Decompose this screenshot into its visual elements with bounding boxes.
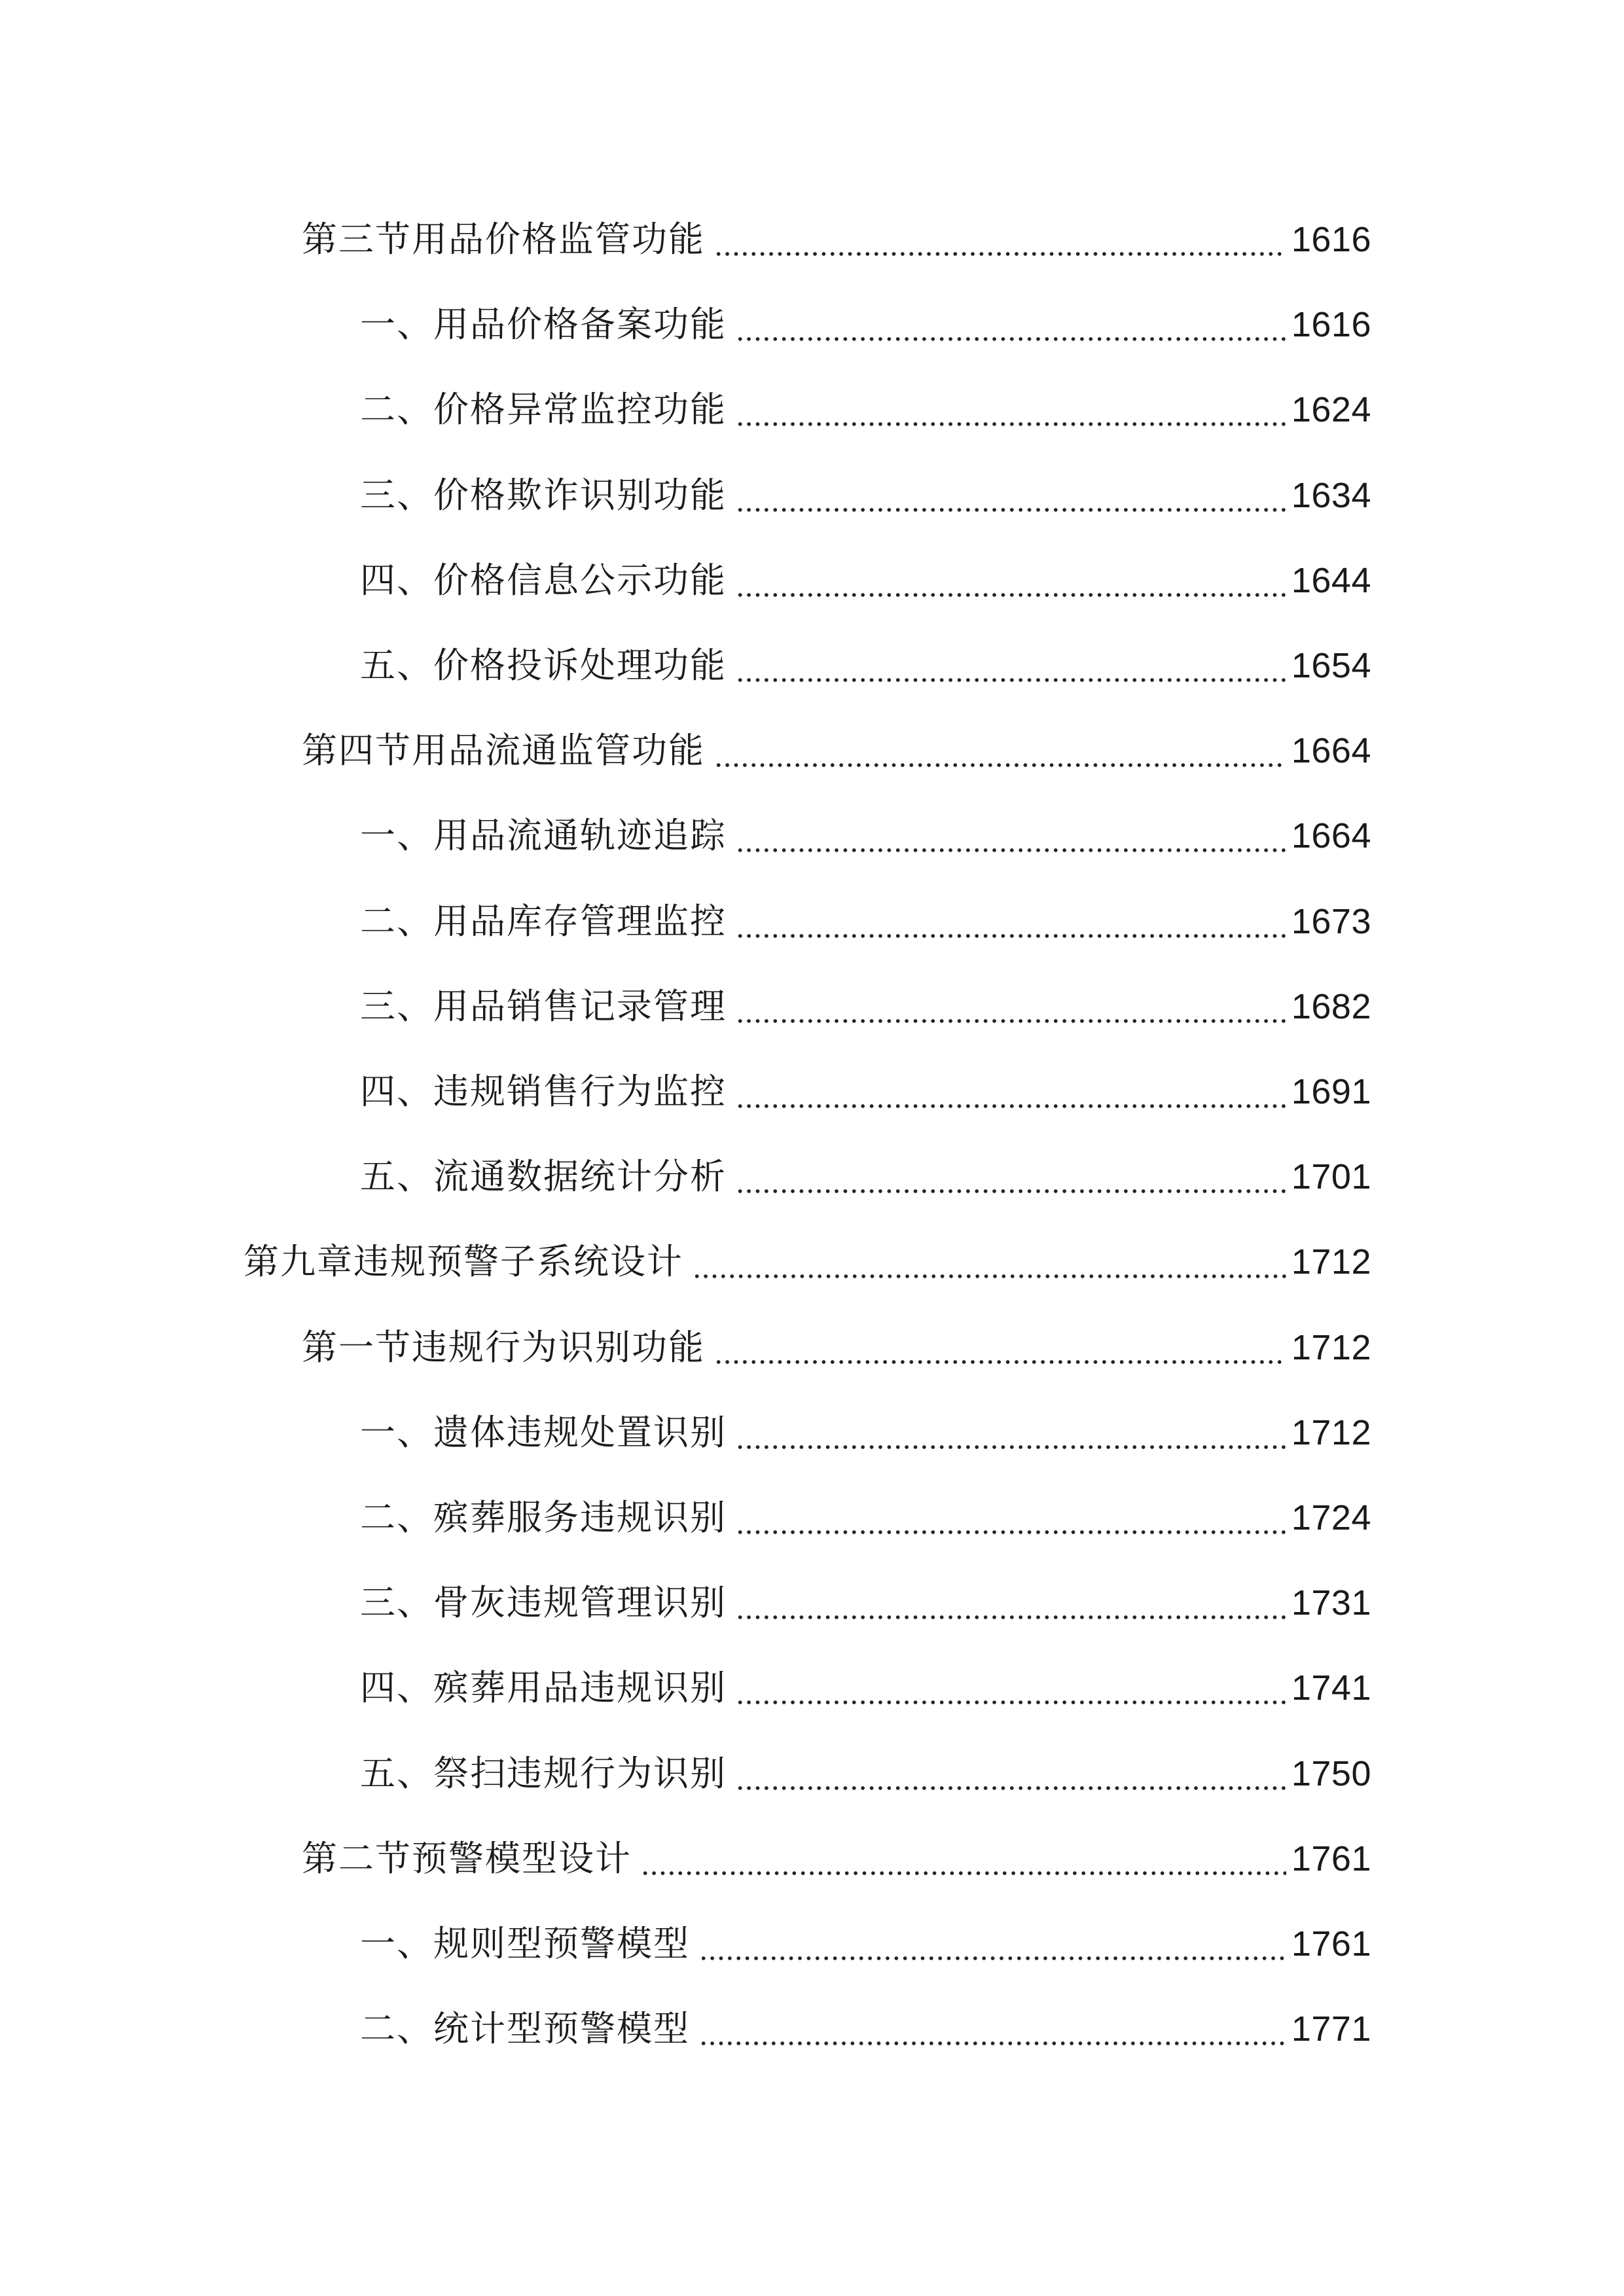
toc-entry-page-number: 1771 xyxy=(1291,2009,1371,2049)
dot-leader xyxy=(699,2041,1286,2046)
toc-entry-title: 三、用品销售记录管理 xyxy=(360,986,727,1027)
toc-entry-title: 二、统计型预警模型 xyxy=(360,2008,690,2049)
toc-entry-title: 第九章违规预警子系统设计 xyxy=(244,1241,683,1282)
toc-entry[interactable] xyxy=(360,380,1371,439)
toc-entry-page-number: 1741 xyxy=(1291,1668,1371,1708)
dot-leader xyxy=(714,251,1286,257)
toc-entry[interactable] xyxy=(360,2000,1371,2058)
toc-entry[interactable] xyxy=(360,1744,1371,1803)
toc-entry[interactable] xyxy=(360,1914,1371,1973)
toc-entry-page-number: 1731 xyxy=(1291,1583,1371,1623)
toc-entry-page-number: 1750 xyxy=(1291,1754,1371,1793)
toc-entry-page-number: 1664 xyxy=(1291,731,1371,770)
toc-entry-title: 五、祭扫违规行为识别 xyxy=(360,1753,727,1794)
toc-entry-page-number: 1616 xyxy=(1291,220,1371,259)
toc-entry-page-number: 1724 xyxy=(1291,1498,1371,1537)
toc-entry-title: 五、价格投诉处理功能 xyxy=(360,645,727,686)
toc-entry[interactable] xyxy=(360,551,1371,610)
toc-entry-title: 第四节用品流通监管功能 xyxy=(302,730,705,771)
toc-entry-title: 四、殡葬用品违规识别 xyxy=(360,1667,727,1708)
toc-entry-page-number: 1673 xyxy=(1291,902,1371,941)
toc-entry[interactable] xyxy=(360,1062,1371,1121)
toc-entry-title: 五、流通数据统计分析 xyxy=(360,1156,727,1197)
toc-entry[interactable] xyxy=(360,892,1371,951)
toc-entry-page-number: 1712 xyxy=(1291,1413,1371,1452)
toc-entry-title: 二、殡葬服务违规识别 xyxy=(360,1497,727,1538)
dot-leader xyxy=(736,1530,1286,1535)
toc-entry-title: 第一节违规行为识别功能 xyxy=(302,1327,705,1368)
dot-leader xyxy=(736,1615,1286,1620)
dot-leader xyxy=(736,1103,1286,1109)
toc-entry-page-number: 1761 xyxy=(1291,1924,1371,1964)
dot-leader xyxy=(736,1785,1286,1791)
toc-entry[interactable] xyxy=(360,1573,1371,1632)
dot-leader xyxy=(736,507,1286,512)
toc-entry[interactable] xyxy=(360,636,1371,695)
toc-entry-title: 四、价格信息公示功能 xyxy=(360,560,727,601)
toc-entry-page-number: 1761 xyxy=(1291,1839,1371,1878)
toc-entry-page-number: 1616 xyxy=(1291,305,1371,344)
toc-entry[interactable] xyxy=(360,806,1371,865)
dot-leader xyxy=(736,1700,1286,1705)
toc-entry[interactable] xyxy=(302,1829,1371,1888)
toc-entry-title: 一、用品价格备案功能 xyxy=(360,304,727,345)
toc-entry-title: 二、价格异常监控功能 xyxy=(360,389,727,430)
dot-leader xyxy=(736,592,1286,598)
toc-entry-title: 三、价格欺诈识别功能 xyxy=(360,475,727,516)
dot-leader xyxy=(714,1359,1286,1365)
toc-entry-page-number: 1624 xyxy=(1291,390,1371,429)
toc-entry-title: 第三节用品价格监管功能 xyxy=(302,219,705,260)
dot-leader xyxy=(736,422,1286,427)
dot-leader xyxy=(736,933,1286,939)
toc-entry[interactable] xyxy=(360,1488,1371,1547)
toc-entry-page-number: 1634 xyxy=(1291,476,1371,515)
dot-leader xyxy=(736,1189,1286,1194)
toc-entry-title: 三、骨灰违规管理识别 xyxy=(360,1582,727,1623)
toc-entry-page-number: 1682 xyxy=(1291,987,1371,1026)
dot-leader xyxy=(699,1956,1286,1961)
toc-entry[interactable] xyxy=(360,295,1371,354)
toc-entry[interactable] xyxy=(302,721,1371,780)
toc-entry[interactable] xyxy=(360,977,1371,1036)
toc-entry-title: 一、用品流通轨迹追踪 xyxy=(360,815,727,856)
toc-entry[interactable] xyxy=(302,210,1371,269)
toc-entry[interactable] xyxy=(244,1232,1371,1291)
toc-entry-page-number: 1644 xyxy=(1291,561,1371,600)
toc-entry-title: 四、违规销售行为监控 xyxy=(360,1071,727,1112)
toc-entry[interactable] xyxy=(360,1147,1371,1206)
toc-entry-page-number: 1701 xyxy=(1291,1157,1371,1196)
toc-entry[interactable] xyxy=(360,1659,1371,1717)
toc-entry-page-number: 1654 xyxy=(1291,646,1371,685)
dot-leader xyxy=(714,762,1286,768)
toc-entry-title: 二、用品库存管理监控 xyxy=(360,901,727,942)
toc-entry-page-number: 1712 xyxy=(1291,1328,1371,1367)
dot-leader xyxy=(736,336,1286,342)
dot-leader xyxy=(736,1018,1286,1024)
toc-entry-title: 一、规则型预警模型 xyxy=(360,1923,690,1964)
dot-leader xyxy=(693,1274,1286,1279)
toc-entry-page-number: 1664 xyxy=(1291,816,1371,855)
toc-entry[interactable] xyxy=(302,1318,1371,1377)
toc-entry-page-number: 1691 xyxy=(1291,1072,1371,1111)
toc-entry-page-number: 1712 xyxy=(1291,1242,1371,1282)
dot-leader xyxy=(736,1444,1286,1450)
dot-leader xyxy=(641,1871,1286,1876)
toc-entry[interactable] xyxy=(360,466,1371,525)
dot-leader xyxy=(736,677,1286,683)
toc-entry[interactable] xyxy=(360,1403,1371,1462)
toc-entry-title: 一、遗体违规处置识别 xyxy=(360,1412,727,1453)
dot-leader xyxy=(736,848,1286,853)
toc-entry-title: 第二节预警模型设计 xyxy=(302,1838,632,1879)
